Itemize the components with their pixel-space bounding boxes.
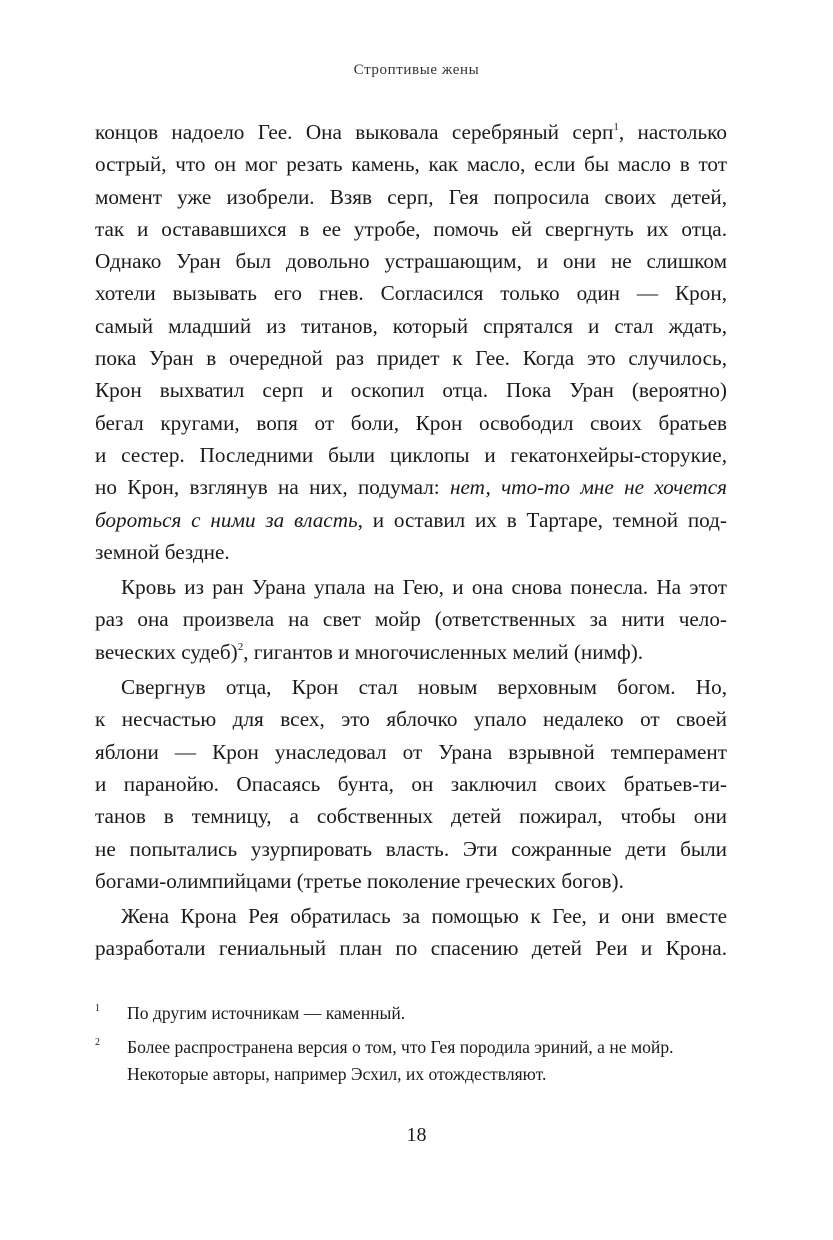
text-line bbox=[95, 800, 727, 832]
text-line bbox=[95, 277, 727, 309]
text-run: яблони — Крон унаследовал от Урана взрывной темперамент bbox=[95, 739, 727, 764]
text-run: концов надоело Гее. Она выковала серебряный серп bbox=[95, 120, 614, 144]
text-run: острый, что он мог резать камень, как масло, если бы масло в тот bbox=[95, 152, 727, 177]
text-run: не попытались узурпировать власть. Эти сожранные дети были bbox=[95, 836, 727, 861]
text-line bbox=[95, 603, 727, 635]
text-line bbox=[95, 833, 727, 865]
text-line bbox=[95, 504, 727, 536]
text-line bbox=[95, 439, 727, 471]
text-run: и паранойю. Опасаясь бунта, он заключил своих братьев-ти- bbox=[95, 771, 727, 796]
text-line bbox=[95, 181, 727, 213]
text-run: танов в темницу, а собственных детей пожирал, чтобы они bbox=[95, 804, 727, 829]
text-run: хотели вызывать его гнев. Согласился только один — Крон, bbox=[95, 281, 727, 306]
text-line bbox=[95, 116, 727, 148]
footnotes bbox=[95, 1000, 727, 1095]
text-run: раз она произвела на свет мойр (ответственных за нити чело- bbox=[95, 607, 727, 632]
text-run: , и оставил их в Тартаре, темной под- bbox=[357, 507, 727, 532]
text-run: Жена Крона Рея обратилась за помощью к Гее, и они вместе bbox=[121, 904, 727, 929]
footnote-text: Более распространена версия о том, что Гея породила эриний, а не мойр. Некоторые авторы, например Эсхил, их отождествляют. bbox=[127, 1036, 674, 1084]
text-line bbox=[95, 342, 727, 374]
text-run: Кровь из ран Урана упала на Гею, и она снова понесла. На этот bbox=[121, 575, 727, 600]
footnote-mark: 2 bbox=[95, 1036, 100, 1048]
paragraph bbox=[95, 900, 727, 965]
text-line bbox=[95, 768, 727, 800]
text-line bbox=[95, 148, 727, 180]
italic-text: бороться с ними за власть bbox=[95, 507, 358, 532]
text-line bbox=[95, 213, 727, 245]
text-run: момент уже изобрели. Взяв серп, Гея попросила своих детей, bbox=[95, 184, 727, 209]
text-run: Однако Уран был довольно устрашающим, и они не слишком bbox=[95, 249, 727, 274]
text-run: к несчастью для всех, это яблочко упало недалеко от своей bbox=[95, 707, 727, 732]
paragraph bbox=[95, 671, 727, 897]
text-run: , гигантов и многочисленных мелий (нимф). bbox=[243, 639, 644, 664]
text-line bbox=[95, 636, 727, 668]
text-run: , настолько bbox=[618, 120, 727, 144]
text-line bbox=[95, 407, 727, 439]
text-run: разработали гениальный план по спасению детей Реи и Крона. bbox=[95, 936, 727, 961]
text-line bbox=[95, 736, 727, 768]
italic-text: нет, что-то мне не хочется bbox=[450, 475, 727, 500]
text-run: Крон выхватил серп и оскопил отца. Пока Уран (вероятно) bbox=[95, 378, 727, 403]
text-line bbox=[95, 536, 727, 568]
text-run: бегал кругами, вопя от боли, Крон освободил своих братьев bbox=[95, 410, 727, 435]
text-line bbox=[95, 703, 727, 735]
footnote bbox=[95, 1000, 727, 1028]
text-run: но Крон, взглянув на них, подумал: bbox=[95, 475, 450, 500]
text-run: Свергнув отца, Крон стал новым верховным богом. Но, bbox=[121, 675, 727, 700]
page-number: 18 bbox=[406, 1124, 427, 1146]
paragraph bbox=[95, 116, 727, 568]
footnote-ref: 1 bbox=[613, 121, 619, 133]
running-head: Строптивые жены bbox=[353, 62, 480, 78]
text-run: богами-олимпийцами (третье поколение греческих богов). bbox=[95, 868, 624, 893]
text-line bbox=[95, 374, 727, 406]
text-run: так и остававшихся в ее утробе, помочь ей свергнуть их отца. bbox=[95, 216, 727, 241]
text-line bbox=[95, 471, 727, 503]
text-line bbox=[95, 310, 727, 342]
footnote-ref: 2 bbox=[237, 640, 244, 653]
text-line bbox=[95, 900, 727, 932]
text-line bbox=[95, 865, 727, 897]
text-run: пока Уран в очередной раз придет к Гее. Когда это случилось, bbox=[95, 346, 727, 371]
text-run: самый младший из титанов, который спрятался и стал ждать, bbox=[95, 313, 727, 338]
footnote-mark: 1 bbox=[95, 1003, 100, 1014]
main-text bbox=[95, 116, 727, 965]
paragraph bbox=[95, 571, 727, 668]
footnote-text: По другим источникам — каменный. bbox=[127, 1003, 406, 1023]
footnote bbox=[95, 1034, 727, 1089]
text-line bbox=[95, 671, 727, 703]
text-line bbox=[95, 932, 727, 964]
text-run: и сестер. Последними были циклопы и гекатонхейры-сторукие, bbox=[95, 442, 727, 467]
text-run: земной бездне. bbox=[95, 539, 230, 564]
text-line bbox=[95, 571, 727, 603]
text-run: веческих судеб) bbox=[95, 639, 238, 664]
text-line bbox=[95, 245, 727, 277]
